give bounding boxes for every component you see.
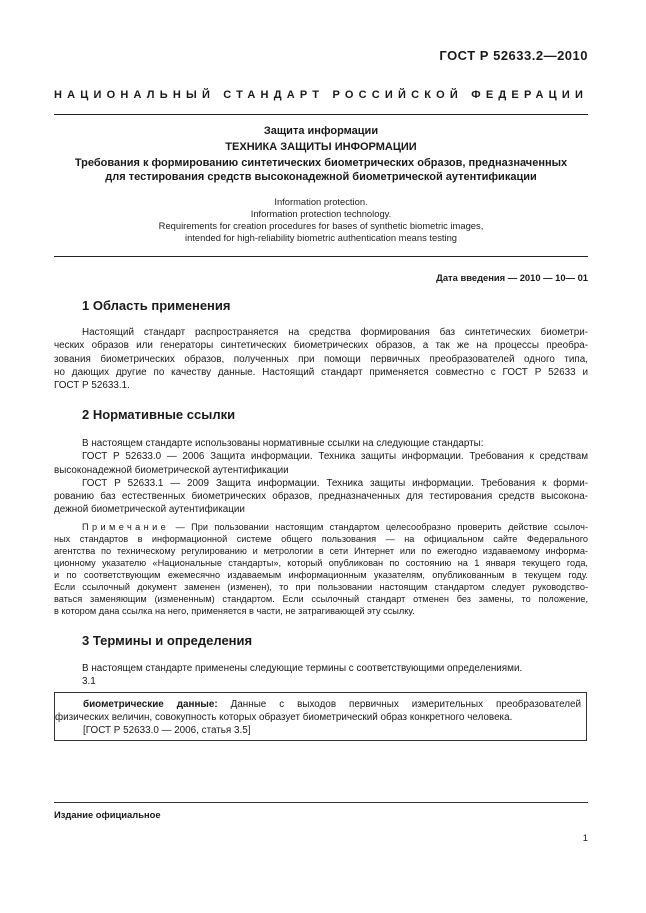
term-line2: физических величин, совокупность которых образует биометрический образ конкретного человека. bbox=[55, 712, 513, 723]
section3-heading: 3 Термины и определения bbox=[82, 633, 253, 648]
title-ru-line3: Требования к формированию синтетических биометрических образов, предназначенных bbox=[74, 157, 568, 169]
s1-line2: ческих образов или генераторы синтетических биометрических образов, а так же на процессы преобра- bbox=[54, 340, 588, 352]
edition-label: Издание официальное bbox=[54, 809, 161, 820]
note-line8: в котором дана ссылка на него, применяется в части, не затрагивающей эту ссылку. bbox=[54, 606, 415, 616]
s1-line3: зования биометрических образов, полученных при помощи первичных преобразователей одного типа, bbox=[54, 353, 588, 365]
title-ru-line1: Защита информации bbox=[263, 125, 379, 137]
s1-line1: Настоящий стандарт распространяется на средства формирования баз синтетических биометри- bbox=[82, 327, 588, 338]
document-code: ГОСТ Р 52633.2—2010 bbox=[439, 48, 588, 63]
note-label: Примечание bbox=[82, 522, 170, 532]
page-number: 1 bbox=[582, 832, 588, 843]
term-name: биометрические данные: bbox=[83, 699, 218, 710]
note-line1-text: — При пользовании настоящим стандартом целесообразно проверить действие ссылоч- bbox=[175, 522, 588, 532]
note-line5: и по соответствующим ежемесячно издаваемым информационным указателям, опубликованным в текущем году. bbox=[54, 570, 588, 580]
s2-ref1-line2: высоконадежной биометрической аутентификации bbox=[54, 464, 289, 476]
note-line6: Если ссылочный документ заменен (изменен), то при пользовании настоящим стандартом следует руководство- bbox=[54, 582, 588, 592]
term-def-line1: Данные с выходов первичных измерительных преобразователей bbox=[230, 699, 582, 710]
s2-intro: В настоящем стандарте использованы нормативные ссылки на следующие стандарты: bbox=[82, 438, 484, 449]
s3-number: 3.1 bbox=[82, 676, 96, 688]
s1-line4: но дающих другие по качеству данные. Настоящий стандарт применяется совместно с ГОСТ Р 52633 и bbox=[54, 366, 588, 378]
title-ru-line4: для тестирования средств высоконадежной биометрической аутентификации bbox=[105, 171, 537, 183]
title-en-line1: Information protection. bbox=[274, 196, 368, 207]
date-of-introduction: Дата введения — 2010 — 10— 01 bbox=[436, 272, 588, 283]
s1-line5: ГОСТ Р 52633.1. bbox=[54, 380, 130, 392]
note-line4: ционному указателю «Национальные стандарты», который опубликован по состоянию на 1 января текущего года, bbox=[54, 558, 588, 568]
title-en-line2: Information protection technology. bbox=[250, 208, 392, 219]
title-en-line4: intended for high-reliability biometric authentication means testing bbox=[184, 232, 458, 243]
footer-rule bbox=[54, 802, 588, 803]
term-line1 bbox=[83, 698, 581, 711]
section2-note bbox=[54, 521, 588, 617]
s2-ref1-line1: ГОСТ Р 52633.0 — 2006 Защита информации. Техника защиты информации. Требования к средствам bbox=[82, 451, 588, 463]
section2-heading: 2 Нормативные ссылки bbox=[82, 407, 236, 422]
section1-paragraph bbox=[54, 326, 588, 392]
title-ru-line2: ТЕХНИКА ЗАЩИТЫ ИНФОРМАЦИИ bbox=[225, 141, 417, 153]
note-line2: ных стандартов в информационной системе общего пользования — на официальном сайте Федерального bbox=[54, 534, 588, 544]
section2-refs bbox=[54, 437, 588, 517]
section3-intro bbox=[54, 662, 588, 689]
s2-ref2-line2: рованию баз естественных биометрических образов, предназначенных для тестирования средств высоконa- bbox=[54, 491, 588, 503]
title-rule bbox=[54, 256, 588, 257]
section1-heading: 1 Область применения bbox=[82, 298, 231, 313]
title-en-line3: Requirements for creation procedures for bases of synthetic biometric images, bbox=[158, 220, 484, 231]
s3-intro: В настоящем стандарте применены следующие термины с соответствующими определениями. bbox=[82, 663, 523, 674]
note-line1 bbox=[54, 521, 588, 533]
note-line7: ваться заменяющим (измененным) стандартом. Если ссылочный стандарт отменен без замены, то положение, bbox=[54, 594, 588, 604]
s2-ref2-line1: ГОСТ Р 52633.1 — 2009 Защита информации. Техника защиты информации. Требования к форми- bbox=[82, 477, 588, 489]
national-standard-label: НАЦИОНАЛЬНЫЙ СТАНДАРТ РОССИЙСКОЙ ФЕДЕРАЦИИ bbox=[54, 89, 589, 101]
term-source: [ГОСТ Р 52633.0 — 2006, статья 3.5] bbox=[83, 725, 251, 736]
s2-ref2-line3: дежной биометрической аутентификации bbox=[54, 504, 245, 516]
header-rule bbox=[54, 114, 588, 115]
note-line3: агентства по техническому регулированию и метрологии в сети Интернет или по ежегодно издаваемому информа- bbox=[54, 546, 588, 556]
term-definition-box bbox=[54, 692, 587, 741]
